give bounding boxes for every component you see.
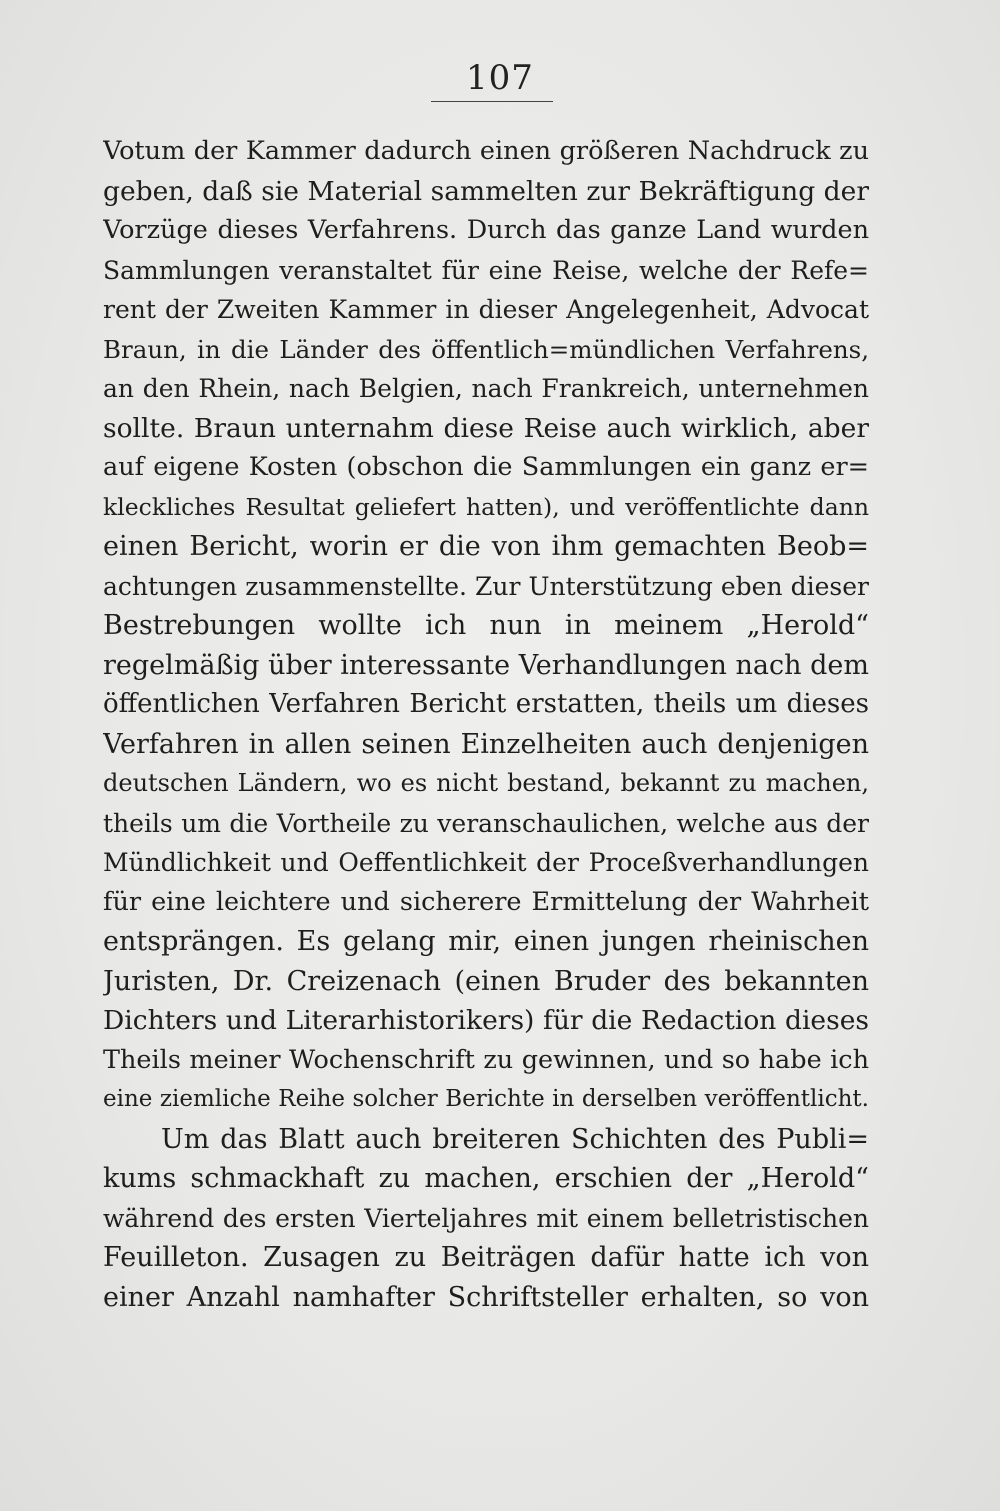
- text-line: entsprängen. Es gelang mir, einen jungen rheinischen: [103, 926, 869, 957]
- text-line: Theils meiner Wochenschrift zu gewinnen, und so habe ich: [103, 1044, 869, 1075]
- text-line: Verfahren in allen seinen Einzelheiten auch denjenigen: [103, 728, 869, 760]
- text-line: deutschen Ländern, wo es nicht bestand, bekannt zu machen,: [103, 769, 869, 797]
- text-line: Dichters und Literarhistorikers) für die Redaction dieses: [103, 1005, 869, 1036]
- text-line: Sammlungen veranstaltet für eine Reise, welche der Refe=: [103, 255, 869, 285]
- text-line: Juristen, Dr. Creizenach (einen Bruder des bekannten: [103, 965, 869, 997]
- body-text: [103, 132, 869, 1317]
- text-line: öffentlichen Verfahren Bericht erstatten, theils um dieses: [103, 689, 869, 719]
- page-number: 107: [466, 58, 534, 98]
- text-line: kleckliches Resultat geliefert hatten), und veröffentlichte dann: [103, 492, 869, 521]
- text-line: Mündlichkeit und Oeffentlichkeit der Proceßverhandlungen: [103, 848, 869, 877]
- text-line: auf eigene Kosten (obschon die Sammlungen ein ganz er=: [103, 452, 869, 482]
- text-line: geben, daß sie Material sammelten zur Bekräftigung der: [103, 175, 869, 207]
- text-line: einer Anzahl namhafter Schriftsteller erhalten, so von: [103, 1281, 869, 1313]
- text-line: rent der Zweiten Kammer in dieser Angelegenheit, Advocat: [103, 295, 869, 324]
- header-rule: [431, 101, 553, 102]
- text-line: Vorzüge dieses Verfahrens. Durch das ganze Land wurden: [103, 215, 869, 245]
- text-line: an den Rhein, nach Belgien, nach Frankreich, unternehmen: [103, 374, 869, 403]
- text-line: für eine leichtere und sicherere Ermittelung der Wahrheit: [103, 886, 869, 917]
- text-line: regelmäßig über interessante Verhandlungen nach dem: [103, 649, 869, 681]
- text-line: Feuilleton. Zusagen zu Beiträgen dafür hatte ich von: [103, 1242, 869, 1273]
- text-line: kums schmackhaft zu machen, erschien der „Herold“: [103, 1163, 869, 1194]
- text-line: achtungen zusammenstellte. Zur Unterstützung eben dieser: [103, 571, 869, 601]
- text-line: theils um die Vortheile zu veranschaulichen, welche aus der: [103, 808, 869, 838]
- text-line: Votum der Kammer dadurch einen größeren Nachdruck zu: [103, 136, 869, 166]
- text-line: eine ziemliche Reihe solcher Berichte in derselben veröffentlicht.: [103, 1086, 869, 1112]
- text-line: sollte. Braun unternahm diese Reise auch wirklich, aber: [103, 412, 869, 444]
- paragraph-start-line: Um das Blatt auch breiteren Schichten des Publi=: [161, 1123, 869, 1155]
- text-line: Bestrebungen wollte ich nun in meinem „Herold“: [103, 610, 869, 641]
- text-line: Braun, in die Länder des öffentlich=mündlichen Verfahrens,: [103, 334, 869, 364]
- text-line: während des ersten Vierteljahres mit einem belletristischen: [103, 1203, 869, 1233]
- text-line: einen Bericht, worin er die von ihm gemachten Beob=: [103, 531, 869, 562]
